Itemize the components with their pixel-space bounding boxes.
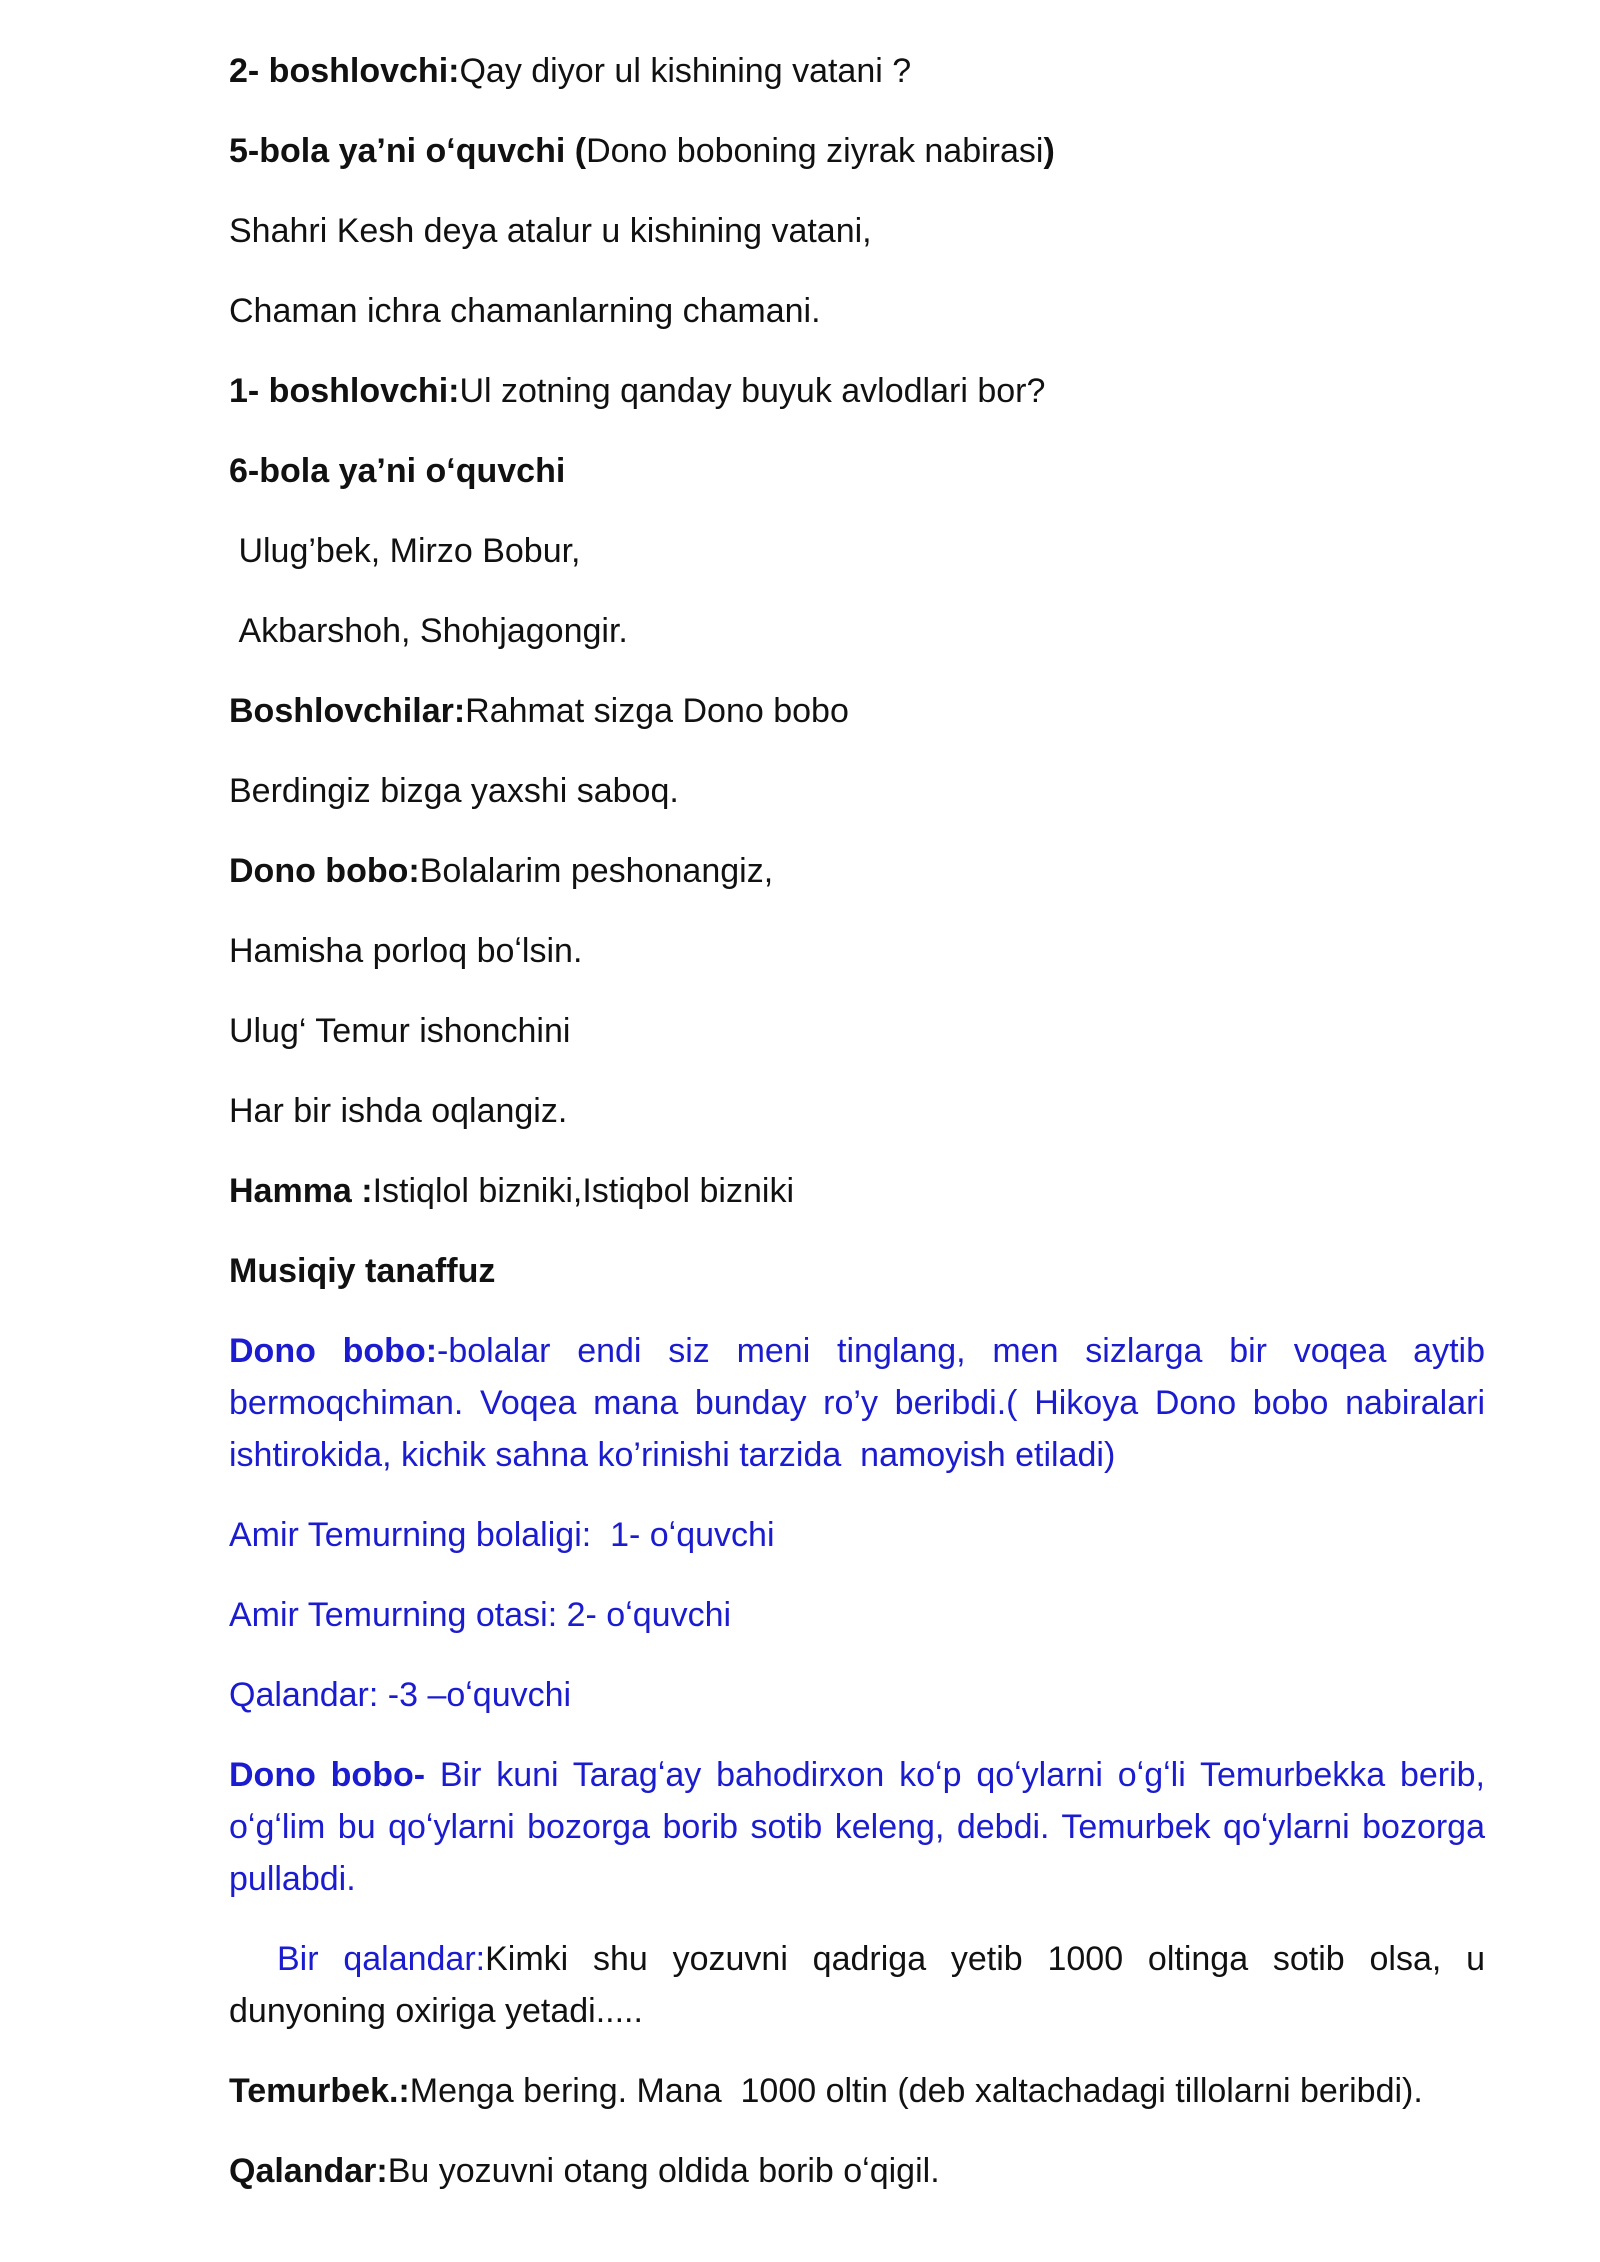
line-15 — [229, 1165, 1485, 1217]
line-2 — [229, 125, 1485, 177]
paren-open: ( — [565, 132, 587, 170]
line-14 — [229, 1085, 1485, 1137]
speaker-label: Bir qalandar: — [277, 1940, 486, 1978]
line-9 — [229, 685, 1485, 737]
speaker-label: 5-bola ya’ni oʻquvchi — [229, 132, 566, 170]
line-text: Shahri Kesh deya atalur u kishining vatani, — [229, 212, 872, 250]
line-text: Qalandar: -3 –oʻquvchi — [229, 1676, 572, 1714]
line-text: Rahmat sizga Dono bobo — [465, 692, 849, 730]
speaker-label: Dono bobo- — [229, 1756, 426, 1794]
line-text: Kimki shu yozuvni qadriga yetib 1000 oltinga sotib olsa, u dunyoning oxiriga yetadi..... — [229, 1940, 1495, 2030]
line-text: Amir Temurning bolaligi: 1- oʻquvchi — [229, 1516, 775, 1554]
speaker-label: 1- boshlovchi: — [229, 372, 460, 410]
speaker-label: Temurbek.: — [229, 2072, 410, 2110]
speaker-label: Dono bobo: — [229, 1332, 438, 1370]
section-heading: Musiqiy tanaffuz — [229, 1252, 496, 1290]
line-text: Chaman ichra chamanlarning chamani. — [229, 292, 821, 330]
line-1 — [229, 45, 1485, 97]
line-7 — [229, 525, 1485, 577]
line-text: Istiqlol bizniki,Istiqbol bizniki — [372, 1172, 795, 1210]
speaker-label: Boshlovchilar: — [229, 692, 466, 730]
narration-paragraph — [229, 1325, 1495, 1481]
line-3 — [229, 205, 1485, 257]
line-24 — [229, 2145, 1485, 2197]
line-text: Ul zotning qanday buyuk avlodlari bor? — [459, 372, 1046, 410]
line-5 — [229, 365, 1485, 417]
line-text: Bolalarim peshonangiz, — [419, 852, 774, 890]
line-12 — [229, 925, 1485, 977]
line-10 — [229, 765, 1485, 817]
speaker-label: Dono bobo: — [229, 852, 420, 890]
line-8 — [229, 605, 1485, 657]
line-13 — [229, 1005, 1485, 1057]
line-text: Ulug‘ Temur ishonchini — [229, 1012, 571, 1050]
line-text: Dono boboning ziyrak nabirasi — [586, 132, 1044, 170]
line-4 — [229, 285, 1485, 337]
speaker-label: 6-bola ya’ni oʻquvchi — [229, 452, 566, 490]
line-11 — [229, 845, 1485, 897]
qalandar-paragraph — [229, 1933, 1495, 2037]
line-text: Bu yozuvni otang oldida borib oʻqigil. — [387, 2152, 940, 2190]
line-6 — [229, 445, 1485, 497]
speaker-label: Qalandar: — [229, 2152, 388, 2190]
cast-line-3 — [229, 1669, 1485, 1721]
line-text: Har bir ishda oqlangiz. — [229, 1092, 568, 1130]
document-body — [229, 45, 1495, 2225]
line-text: Akbarshoh, Shohjagongir. — [229, 612, 628, 650]
paren-close: ) — [1043, 132, 1055, 170]
speaker-label: 2- boshlovchi: — [229, 52, 460, 90]
line-text: Menga bering. Mana 1000 oltin (deb xaltachadagi tillolarni beribdi). — [409, 2072, 1423, 2110]
line-23 — [229, 2065, 1485, 2117]
cast-line-1 — [229, 1509, 1485, 1561]
line-text: Qay diyor ul kishining vatani ? — [459, 52, 912, 90]
line-text: Hamisha porloq boʻlsin. — [229, 932, 583, 970]
line-text: Bir kuni Taragʻay bahodirxon koʻp qoʻylarni oʻgʻli Temurbekka berib, oʻgʻlim bu qoʻylarni bozorga borib sotib keleng, debdi. Temurbek qoʻylarni bozorga pullabdi. — [229, 1756, 1495, 1898]
story-paragraph — [229, 1749, 1495, 1905]
cast-line-2 — [229, 1589, 1485, 1641]
line-text: Ulug’bek, Mirzo Bobur, — [229, 532, 581, 570]
speaker-label: Hamma : — [229, 1172, 373, 1210]
line-text: Berdingiz bizga yaxshi saboq. — [229, 772, 679, 810]
line-text: -bolalar endi siz meni tinglang, men sizlarga bir voqea aytib bermoqchiman. Voqea mana bunday ro’y beribdi.( Hikoya Dono bobo nabiralari ishtirokida, kichik sahna ko’rinishi tarzida namoyish etiladi) — [229, 1332, 1495, 1474]
line-text: Amir Temurning otasi: 2- oʻquvchi — [229, 1596, 732, 1634]
